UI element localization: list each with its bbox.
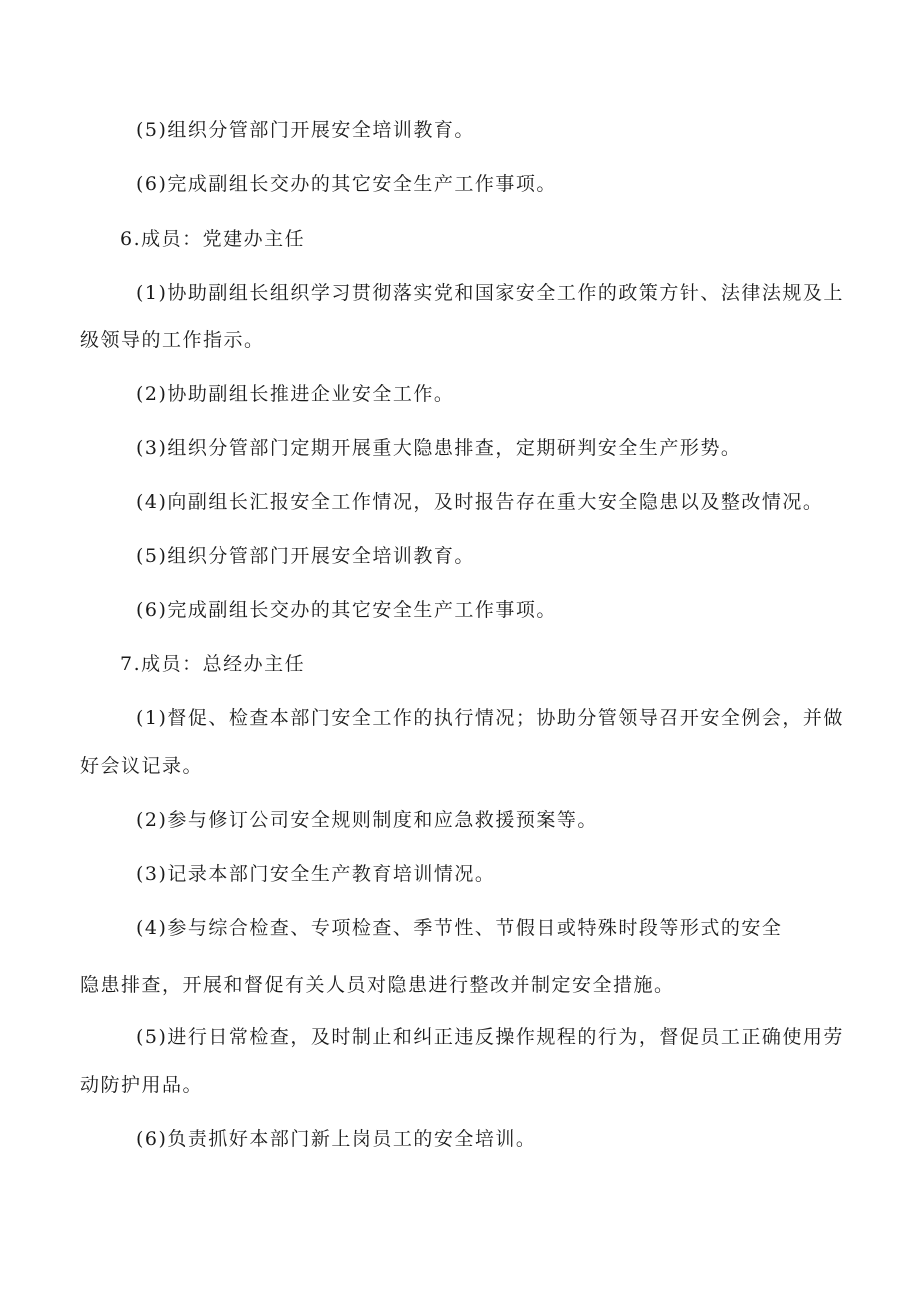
item-5-daily-check: (5)进行日常检查，及时制止和纠正违反操作规程的行为，督促员工正确使用劳 bbox=[136, 1026, 844, 1048]
item-6-new-staff-training: (6)负责抓好本部门新上岗员工的安全培训。 bbox=[136, 1128, 537, 1150]
item-5-training: (5)组织分管部门开展安全培训教育。 bbox=[136, 119, 475, 141]
item-2-promote-safety: (2)协助副组长推进企业安全工作。 bbox=[136, 383, 455, 405]
item-6-other-duties: (6)完成副组长交办的其它安全生产工作事项。 bbox=[136, 599, 557, 621]
item-1-continuation: 级领导的工作指示。 bbox=[80, 329, 265, 351]
item-6-other-duties: (6)完成副组长交办的其它安全生产工作事项。 bbox=[136, 173, 557, 195]
section-heading-7: 7.成员：总经办主任 bbox=[120, 653, 306, 675]
item-3-hazard-check: (3)组织分管部门定期开展重大隐患排查，定期研判安全生产形势。 bbox=[136, 437, 742, 459]
item-5-training: (5)组织分管部门开展安全培训教育。 bbox=[136, 545, 475, 567]
item-1-supervise: (1)督促、检查本部门安全工作的执行情况；协助分管领导召开安全例会，并做 bbox=[136, 707, 844, 729]
item-4-inspections: (4)参与综合检查、专项检查、季节性、节假日或特殊时段等形式的安全 bbox=[136, 917, 783, 939]
item-5-continuation: 动防护用品。 bbox=[80, 1074, 204, 1096]
section-heading-6: 6.成员：党建办主任 bbox=[120, 228, 306, 250]
item-4-report: (4)向副组长汇报安全工作情况，及时报告存在重大安全隐患以及整改情况。 bbox=[136, 491, 824, 513]
item-1-continuation: 好会议记录。 bbox=[80, 755, 204, 777]
item-2-revise-rules: (2)参与修订公司安全规则制度和应急救援预案等。 bbox=[136, 809, 598, 831]
item-4-continuation: 隐患排查，开展和督促有关人员对隐患进行整改并制定安全措施。 bbox=[80, 974, 675, 996]
item-3-record-training: (3)记录本部门安全生产教育培训情况。 bbox=[136, 863, 496, 885]
item-1-assist-study: (1)协助副组长组织学习贯彻落实党和国家安全工作的政策方针、法律法规及上 bbox=[136, 282, 844, 304]
